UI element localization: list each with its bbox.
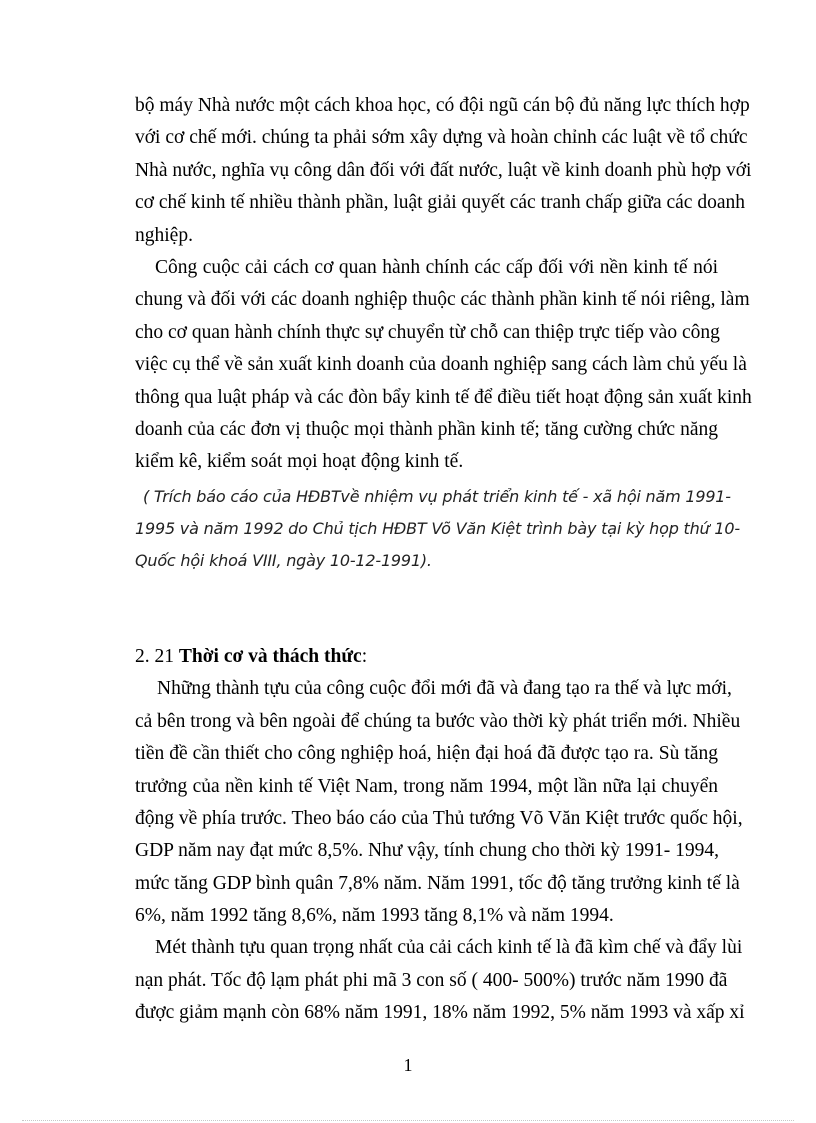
paragraph-3-line-4: trưởng của nền kinh tế Việt Nam, trong năm 1994, một lần nữa lại chuyển	[135, 776, 718, 797]
paragraph-1-line-2: với cơ chế mới. chúng ta phải sớm xây dựng và hoàn chỉnh các luật về tổ chức	[135, 127, 748, 148]
paragraph-2-line-6: doanh của các đơn vị thuộc mọi thành phần kinh tế; tăng cường chức năng	[135, 419, 718, 440]
page-bottom-border	[22, 1120, 794, 1121]
paragraph-2-line-1: Công cuộc cải cách cơ quan hành chính các cấp đối với nền kinh tế nói	[155, 257, 718, 278]
paragraph-2-line-3: cho cơ quan hành chính thực sự chuyển từ chỗ can thiệp trực tiếp vào công	[135, 322, 720, 343]
paragraph-4-line-1: Mét thành tựu quan trọng nhất của cải cách kinh tế là đã kìm chế và đẩy lùi	[155, 937, 743, 958]
paragraph-2-line-2: chung và đối với các doanh nghiệp thuộc các thành phần kinh tế nói riêng, làm	[135, 289, 750, 310]
paragraph-3-line-2: cả bên trong và bên ngoài để chúng ta bước vào thời kỳ phát triển mới. Nhiều	[135, 711, 741, 732]
page-number: 1	[403, 1055, 413, 1075]
citation-line-2: 1995 và năm 1992 do Chủ tịch HĐBT Võ Văn Kiệt trình bày tại kỳ họp thứ 10-	[135, 519, 740, 538]
citation-line-3: Quốc hội khoá VIII, ngày 10-12-1991).	[135, 551, 432, 570]
section-title: Thời cơ và thách thức	[178, 646, 362, 667]
paragraph-1-line-1: bộ máy Nhà nước một cách khoa học, có đội ngũ cán bộ đủ năng lực thích hợp	[135, 95, 750, 116]
paragraph-4-line-3: được giảm mạnh còn 68% năm 1991, 18% năm 1992, 5% năm 1993 và xấp xỉ	[135, 1002, 745, 1023]
paragraph-3-line-8: 6%, năm 1992 tăng 8,6%, năm 1993 tăng 8,1% và năm 1994.	[135, 905, 614, 926]
section-heading	[135, 645, 718, 669]
section-number: 2. 21	[135, 646, 179, 667]
paragraph-3-line-7: mức tăng GDP bình quân 7,8% năm. Năm 1991, tốc độ tăng trưởng kinh tế là	[135, 873, 740, 894]
section-suffix: :	[361, 646, 368, 667]
paragraph-2-line-4: việc cụ thể về sản xuất kinh doanh của doanh nghiệp sang cách làm chủ yếu là	[135, 354, 747, 375]
paragraph-2-line-5: thông qua luật pháp và các đòn bẩy kinh tế để điều tiết hoạt động sản xuất kinh	[135, 387, 752, 408]
paragraph-1-line-5: nghiệp.	[135, 225, 193, 246]
paragraph-1-line-4: cơ chế kinh tế nhiều thành phần, luật giải quyết các tranh chấp giữa các doanh	[135, 192, 745, 213]
paragraph-2-line-7: kiểm kê, kiểm soát mọi hoạt động kinh tế.	[135, 451, 464, 472]
citation-line-1: ( Trích báo cáo của HĐBTvề nhiệm vụ phát triển kinh tế - xã hội năm 1991-	[143, 487, 731, 506]
paragraph-3-line-5: động về phía trước. Theo báo cáo của Thủ tướng Võ Văn Kiệt trước quốc hội,	[135, 808, 743, 829]
paragraph-3-line-6: GDP năm nay đạt mức 8,5%. Như vậy, tính chung cho thời kỳ 1991- 1994,	[135, 840, 720, 861]
paragraph-3-line-1: Những thành tựu của công cuộc đổi mới đã và đang tạo ra thế và lực mới,	[157, 678, 732, 699]
paragraph-1-line-3: Nhà nước, nghĩa vụ công dân đối với đất nước, luật về kinh doanh phù hợp với	[135, 160, 752, 181]
paragraph-3-line-3: tiền đề cần thiết cho công nghiệp hoá, hiện đại hoá đã được tạo ra. Sù tăng	[135, 743, 718, 764]
paragraph-4-line-2: nạn phát. Tốc độ lạm phát phi mã 3 con số ( 400- 500%) trước năm 1990 đã	[135, 970, 728, 991]
